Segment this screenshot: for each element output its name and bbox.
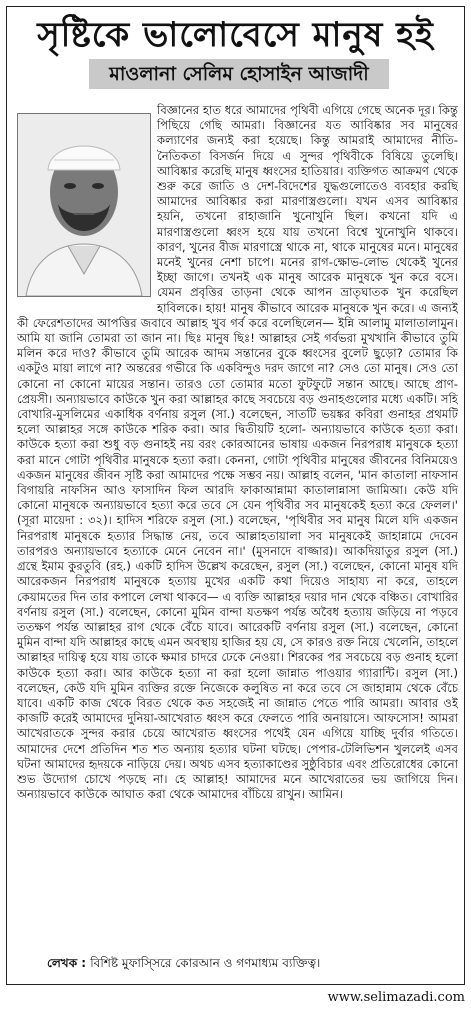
website-url[interactable]: www.selimazadi.com [327, 990, 465, 1005]
author-name: মাওলানা সেলিম হোসাইন আজাদী [89, 59, 389, 89]
writer-label: লেখক : [47, 956, 87, 970]
writer-credit [47, 955, 452, 975]
article-frame [6, 6, 465, 985]
article-body-text: বিজ্ঞানের হাত ধরে আমাদের পৃথিবী এগিয়ে গেছে অনেক দূর। কিন্তু পিছিয়ে গেছি আমরা। বিজ্ঞানের যত আবিষ্কার সব মানুষের কল্যাণের জন্যই করা হয়েছে। কিন্তু আমরাই আমাদের নীতি-নৈতিকতা বিসর্জন দিয়ে এ সুন্দর পৃথিবীকে বিষিয়ে তুলেছি। আবিষ্কার করেছি মানুষ ধ্বংসের হাতিয়ার। ব্যক্তিগত আক্রমণ থেকে শুরু করে জাতি ও দেশ-বিদেশের যুদ্ধগুলোতেও ব্যবহার করছি আমাদের আবিষ্কার করা মারণাস্ত্রগুলো। যখন এসব আবিষ্কার হয়নি, তখনো রাহাজানি খুনোখুনি ছিল। কখনো যদি এ মারণাস্ত্রগুলো ধ্বংস হয়ে যায় তখনো বিশ্বে খুনোখুনি থাকবে। কারণ, খুনের বীজ মারণাস্ত্রে থাকে না, থাকে মানুষের মনে। মানুষের মনেই খুনের নেশা চাপে। মনের রাগ-ক্ষোভ-লোভ থেকেই খুনের ইচ্ছা জাগে। তখনই এক মানুষ আরেক মানুষকে খুন করে বসে। যেমন প্রবৃত্তির তাড়না থেকে আপন ভ্রাতৃঘাতক খুন করেছিল হাবিলকে। হায়! মানুষ কীভাবে আরেক মানুষকে খুন করে। এ জন্যই কী ফেরেশতাদের আপত্তির জবাবে আল্লাহ খুব গর্ব করে বলেছিলেন— ইন্নি আলামু মালাতালামুন। আমি যা জানি তোমরা তা জান না। ছিঃ মানুষ ছিঃ! আল্লাহর সেই গর্বভরা মুখখানি কীভাবে তুমি মলিন করে দাও? কীভাবে তুমি আরেক আদম সন্তানের বুকে ধ্বংসের বুলেট ছুড়ো? তোমার কি একটুও মায়া লাগে না? অন্তরের গভীরে কি একবিন্দুও দরদ জাগে না? সেও তো মানুষ। সেও তো কোনো না কোনো মায়ের সন্তান। তারও তো তোমার মতো ফুটফুটে সন্তান আছে। আছে প্রাণ-প্রেয়সী। অন্যায়ভাবে কাউকে খুন করা আল্লাহর কাছে সবচেয়ে বড় গুনাহগুলোর মধ্যে একটি। সহি বোখারি-মুসলিমের একাধিক বর্ণনায় রসুল (সা.) বলেছেন, সাতটি ভয়ঙ্কর কবিরা গুনাহর প্রথমটি হলো আল্লাহর সঙ্গে কাউকে শরিক করা। আর দ্বিতীয়টি হলো- অন্যায়ভাবে কাউকে হত্যা করা। কাউকে হত্যা করা শুধু বড় গুনাহই নয় বরং কোরআনের ভাষায় একজন নিরপরাধ মানুষকে হত্যা করা মানে গোটা পৃথিবীর মানুষকে হত্যা করা। কেননা, গোটা পৃথিবীর মানুষের জীবনের বিনিময়েও একজন মানুষের জীবন সৃষ্টি করা আমাদের পক্ষে সম্ভব নয়। আল্লাহ বলেন, 'মান কাতালা নাফসান বিগায়রি নাফসিন আও ফাসাদিন ফিল আরদি ফাকাআন্নামা কাতালান্নাসা জামিআ। কেউ যদি কোনো মানুষকে অন্যায়ভাবে হত্যা করে তবে সে যেন পৃথিবীর সব মানুষকেই হত্যা করে ফেলল।' (সূরা মায়েদা : ৩২)। হাদিস শরিফে রসুল (সা.) বলেছেন, 'পৃথিবীর সব মানুষ মিলে যদি একজন নিরপরাধ মানুষকে হত্যার সিদ্ধান্ত নেয়, তবে আল্লাহতায়ালা সব মানুষকেই জাহান্নামে দেবেন তারপরও অন্যায়ভাবে হত্যাকে মেনে নেবেন না।' (মুসনাদে বাজ্জার)। আকদিয়াতুর রসুল (সা.) গ্রন্থে ইমাম কুরতুবি (রহ.) একটি হাদিস উল্লেখ করেছেন, রসুল (সা.) বলেছেন, কোনো মানুষ যদি আরেকজন নিরপরাধ মানুষকে হত্যায় মুখের একটি কথা দিয়েও সাহায্য না করে, তাহলে কেয়ামতের দিন তার কপালে লেখা থাকবে— এ ব্যক্তি আল্লাহর দয়ার দান থেকে বঞ্চিত। বোখারির বর্ণনায় রসুল (সা.) বলেছেন, কোনো মুমিন বান্দা যতক্ষণ পর্যন্ত অবৈধ হত্যায় জড়িয়ে না পড়বে ততক্ষণ পর্যন্ত আল্লাহর রাগ থেকে বেঁচে যাবে। আরেকটি বর্ণনায় রসুল (সা.) বলেছেন, কোনো মুমিন বান্দা যদি আল্লাহর কাছে এমন অবস্থায় হাজির হয় যে, সে কারও রক্ত নিয়ে খেলেনি, তাহলে আল্লাহর দায়িত্ব হয়ে যায় তাকে ক্ষমার চাদরে ঢেকে নেওয়া। শিরকের পর সবচেয়ে বড় গুনাহ হলো কাউকে হত্যা করা। আর কাউকে হত্যা না করা হলো জান্নাত পাওয়ার গ্যারান্টি। রসুল (সা.) বলেছেন, কেউ যদি মুমিন ব্যক্তির রক্তে নিজেকে কলুষিত না করে তবে সে জাহান্নাম থেকে বেঁচে যাবে। একটি কাজ থেকে বিরত থেকে কত সহজেই না জান্নাত পেতে পারি আমরা। আবার ওই কাজটি করেই আমাদের দুনিয়া-আখেরাত ধ্বংস করে ফেলতে পারি অনায়াসে। আফসোস! আমরা আখেরাতকে সুন্দর করার চেয়ে আখেরাত ধ্বংসের পথেই যেন এগিয়ে যাচ্ছি দুর্বার গতিতে। আমাদের দেশে প্রতিদিন শত শত অন্যায় হত্যার ঘটনা ঘটছে। পেপার-টেলিভিশন খুললেই এসব ঘটনা আমাদের হৃদয়কে নাড়িয়ে দেয়। অথচ এসব হত্যাকাণ্ডের সুষ্ঠুবিচার এবং প্রতিরোধের কোনো শুভ উদ্যোগ চোখে পড়ছে না। হে আল্লাহ! আমাদের মনে আখেরাতের ভয় জাগিয়ে দিন। অন্যায়ভাবে কাউকে আঘাত করা থেকে আমাদের বাঁচিয়ে রাখুন। আমিন। [17, 103, 458, 802]
article-body [17, 103, 458, 953]
photo-spacer [17, 103, 157, 303]
writer-info: বিশিষ্ট মুফাস্সিরে কোরআন ও গণমাধ্যম ব্যক্তিত্ব। [90, 956, 321, 970]
article-title: সৃষ্টিকে ভালোবেসে মানুষ হই [37, 15, 434, 55]
